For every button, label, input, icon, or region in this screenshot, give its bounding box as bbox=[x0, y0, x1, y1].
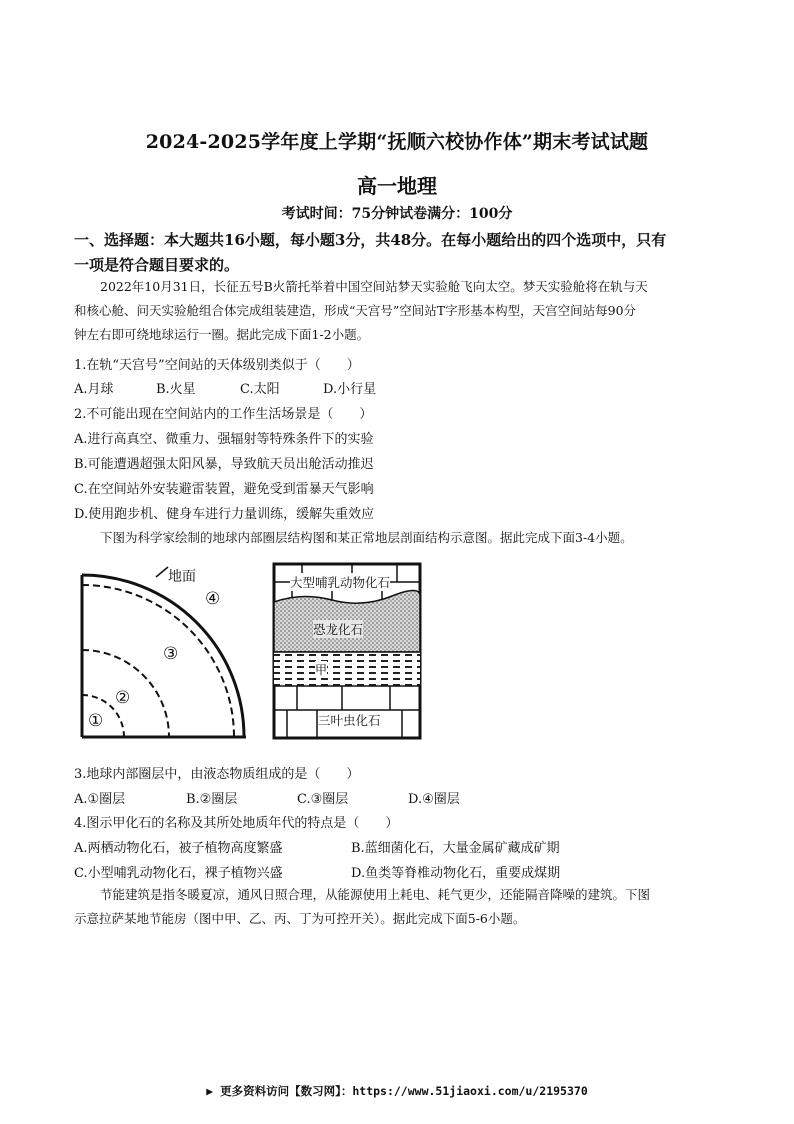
passage-1-line3: 钟左右即可绕地球运行一圈。据此完成下面1-2小题。 bbox=[74, 327, 370, 342]
question-4-option-d: D.鱼类等脊椎动物化石，重要成煤期 bbox=[351, 866, 561, 881]
label-layer-1: ① bbox=[88, 711, 104, 731]
label-jia: 甲 bbox=[315, 663, 328, 677]
exam-title: 2024-2025学年度上学期“抚顺六校协作体”期末考试试题 bbox=[145, 131, 649, 153]
subject-title: 高一地理 bbox=[357, 174, 437, 198]
question-1-stem: 1.在轨“天宫号”空间站的天体级别类似于（ ） bbox=[74, 358, 360, 373]
passage-1 bbox=[74, 275, 720, 347]
passage-3 bbox=[74, 883, 720, 931]
question-3-option-c: C.③圈层 bbox=[297, 792, 349, 807]
question-2-stem: 2.不可能出现在空间站内的工作生活场景是（ ） bbox=[74, 407, 373, 422]
question-4-option-c: C.小型哺乳动物化石，裸子植物兴盛 bbox=[74, 866, 283, 881]
label-dinosaur-fossil: 恐龙化石 bbox=[313, 622, 364, 637]
question-2-option-a: A.进行高真空、微重力、强辐射等特殊条件下的实验 bbox=[74, 432, 374, 447]
question-1-option-d: D.小行星 bbox=[323, 382, 377, 397]
section-heading-line2: 一项是符合题目要求的。 bbox=[74, 256, 240, 274]
question-3-stem: 3.地球内部圈层中，由液态物质组成的是（ ） bbox=[74, 767, 360, 782]
question-4-option-a: A.两栖动物化石，被子植物高度繁盛 bbox=[74, 841, 283, 856]
section-heading-line1: 一、选择题：本大题共16小题，每小题3分，共48分。在每小题给出的四个选项中，只有 bbox=[74, 231, 667, 249]
question-3-option-d: D.④圈层 bbox=[408, 792, 460, 807]
question-2-option-b: B.可能遭遇超强太阳风暴，导致航天员出舱活动推迟 bbox=[74, 457, 374, 472]
question-1-option-a: A.月球 bbox=[74, 382, 114, 397]
footer-link[interactable]: ▶ 更多资料访问【数习网】：https://www.51jiaoxi.com/u/2195370 bbox=[206, 1084, 588, 1098]
passage-1-line1: 2022年10月31日，长征五号B火箭托举着中国空间站梦天实验舱飞向太空。梦天实验舱将在轨与天 bbox=[100, 279, 648, 294]
passage-3-line2: 示意拉萨某地节能房（图中甲、乙、丙、丁为可控开关）。据此完成下面5-6小题。 bbox=[74, 911, 526, 926]
label-trilobite-fossil: 三叶虫化石 bbox=[318, 713, 381, 728]
question-1-option-b: B.火星 bbox=[156, 382, 196, 397]
question-4-option-b: B.蓝细菌化石，大量金属矿藏成矿期 bbox=[351, 841, 560, 856]
question-1-option-c: C.太阳 bbox=[240, 382, 280, 397]
label-layer-2: ② bbox=[115, 688, 131, 708]
exam-info: 考试时间：75分钟试卷满分：100分 bbox=[281, 206, 513, 222]
question-4-stem: 4.图示甲化石的名称及其所处地质年代的特点是（ ） bbox=[74, 816, 399, 831]
passage-2: 下图为科学家绘制的地球内部圈层结构图和某正常地层剖面结构示意图。据此完成下面3-4小题。 bbox=[100, 530, 633, 545]
label-large-mammal-fossil: 大型哺乳动物化石 bbox=[290, 575, 391, 590]
label-layer-3: ③ bbox=[163, 644, 179, 664]
label-layer-4: ④ bbox=[205, 589, 221, 609]
question-2-option-d: D.使用跑步机、健身车进行力量训练，缓解失重效应 bbox=[74, 507, 375, 522]
passage-1-line2: 和核心舱、问天实验舱组合体完成组装建造，形成“天宫号”空间站T字形基本构型，天宫空间站每90分 bbox=[74, 303, 637, 318]
question-3-option-a: A.①圈层 bbox=[74, 792, 126, 807]
label-ground: 地面 bbox=[168, 569, 196, 585]
passage-3-line1: 节能建筑是指冬暖夏凉，通风日照合理，从能源使用上耗电、耗气更少，还能隔音降噪的建筑。下图 bbox=[100, 887, 651, 902]
question-2-option-c: C.在空间站外安装避雷装置，避免受到雷暴天气影响 bbox=[74, 482, 374, 497]
question-3-option-b: B.②圈层 bbox=[186, 792, 238, 807]
